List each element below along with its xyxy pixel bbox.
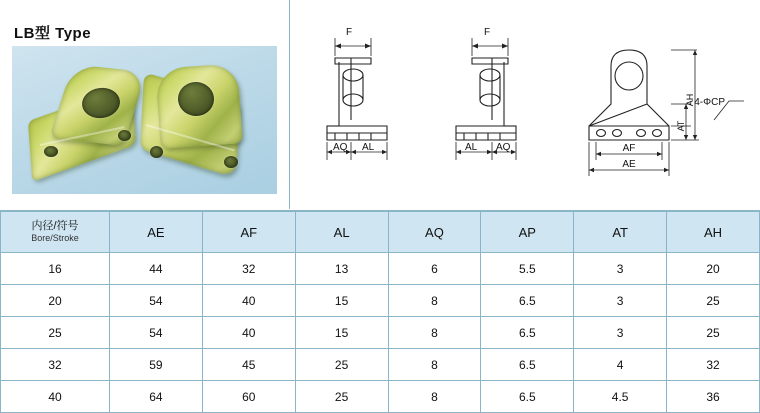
cell-ah: 36 bbox=[667, 381, 760, 413]
label-ah: AH bbox=[685, 93, 695, 107]
cell-ae: 54 bbox=[110, 317, 203, 349]
label-4-phi-cp: 4-ΦCP bbox=[694, 97, 725, 108]
cell-al: 25 bbox=[295, 349, 388, 381]
cell-aq: 8 bbox=[388, 349, 481, 381]
cell-at: 3 bbox=[574, 317, 667, 349]
cell-ah: 25 bbox=[667, 317, 760, 349]
cell-aq: 8 bbox=[388, 317, 481, 349]
label-al-view1: AL bbox=[362, 142, 375, 153]
label-aq-view1: AQ bbox=[333, 142, 348, 153]
bracket-mounting-hole bbox=[44, 146, 58, 157]
bracket-right-image bbox=[138, 60, 258, 176]
cell-bore: 20 bbox=[1, 285, 110, 317]
table-header-row bbox=[1, 212, 760, 253]
cell-ap: 6.5 bbox=[481, 285, 574, 317]
cell-ae: 64 bbox=[110, 381, 203, 413]
label-al-view2: AL bbox=[465, 142, 478, 153]
cell-bore: 32 bbox=[1, 349, 110, 381]
product-photo bbox=[12, 46, 277, 194]
table-row bbox=[1, 349, 760, 381]
header-ap: AP bbox=[481, 212, 574, 253]
cell-al: 25 bbox=[295, 381, 388, 413]
cell-aq: 6 bbox=[388, 253, 481, 285]
product-photo-panel bbox=[0, 0, 290, 209]
label-ae: AE bbox=[622, 159, 636, 170]
bracket-left-image bbox=[30, 68, 150, 172]
header-bore-stroke-cn: 内径/符号 bbox=[31, 220, 79, 232]
header-al: AL bbox=[295, 212, 388, 253]
cell-ap: 6.5 bbox=[481, 349, 574, 381]
cell-ap: 6.5 bbox=[481, 381, 574, 413]
dimension-drawings-svg bbox=[291, 0, 760, 209]
cell-af: 40 bbox=[202, 317, 295, 349]
label-aq-view2: AQ bbox=[496, 142, 511, 153]
cell-at: 3 bbox=[574, 253, 667, 285]
bracket-mounting-hole bbox=[118, 130, 131, 141]
cell-aq: 8 bbox=[388, 285, 481, 317]
table-row bbox=[1, 381, 760, 413]
cell-af: 32 bbox=[202, 253, 295, 285]
cell-bore: 25 bbox=[1, 317, 110, 349]
label-at: AT bbox=[676, 120, 686, 132]
cell-at: 4.5 bbox=[574, 381, 667, 413]
cell-al: 15 bbox=[295, 317, 388, 349]
cell-ap: 6.5 bbox=[481, 317, 574, 349]
header-bore-stroke-en: Bore/Stroke bbox=[31, 233, 79, 243]
specification-table bbox=[0, 211, 760, 413]
table-row bbox=[1, 285, 760, 317]
cell-bore: 40 bbox=[1, 381, 110, 413]
cell-ah: 20 bbox=[667, 253, 760, 285]
header-bore-stroke bbox=[1, 212, 110, 253]
cell-at: 4 bbox=[574, 349, 667, 381]
table-row bbox=[1, 253, 760, 285]
cell-ae: 59 bbox=[110, 349, 203, 381]
header-ae: AE bbox=[110, 212, 203, 253]
label-af: AF bbox=[622, 143, 636, 154]
cell-at: 3 bbox=[574, 285, 667, 317]
cell-bore: 16 bbox=[1, 253, 110, 285]
cell-ah: 25 bbox=[667, 285, 760, 317]
technical-drawings-panel bbox=[291, 0, 760, 209]
cell-al: 15 bbox=[295, 285, 388, 317]
header-at: AT bbox=[574, 212, 667, 253]
bracket-mounting-hole bbox=[150, 146, 163, 158]
label-f-view2: F bbox=[483, 27, 491, 38]
table-row bbox=[1, 317, 760, 349]
cell-aq: 8 bbox=[388, 381, 481, 413]
bracket-mounting-hole bbox=[224, 156, 238, 168]
cell-ah: 32 bbox=[667, 349, 760, 381]
cell-al: 13 bbox=[295, 253, 388, 285]
cell-ae: 54 bbox=[110, 285, 203, 317]
cell-af: 40 bbox=[202, 285, 295, 317]
header-aq: AQ bbox=[388, 212, 481, 253]
cell-ae: 44 bbox=[110, 253, 203, 285]
label-f-view1: F bbox=[345, 27, 353, 38]
cell-af: 45 bbox=[202, 349, 295, 381]
page-title: LB型 Type bbox=[14, 25, 92, 42]
cell-af: 60 bbox=[202, 381, 295, 413]
header-ah: AH bbox=[667, 212, 760, 253]
header-af: AF bbox=[202, 212, 295, 253]
cell-ap: 5.5 bbox=[481, 253, 574, 285]
